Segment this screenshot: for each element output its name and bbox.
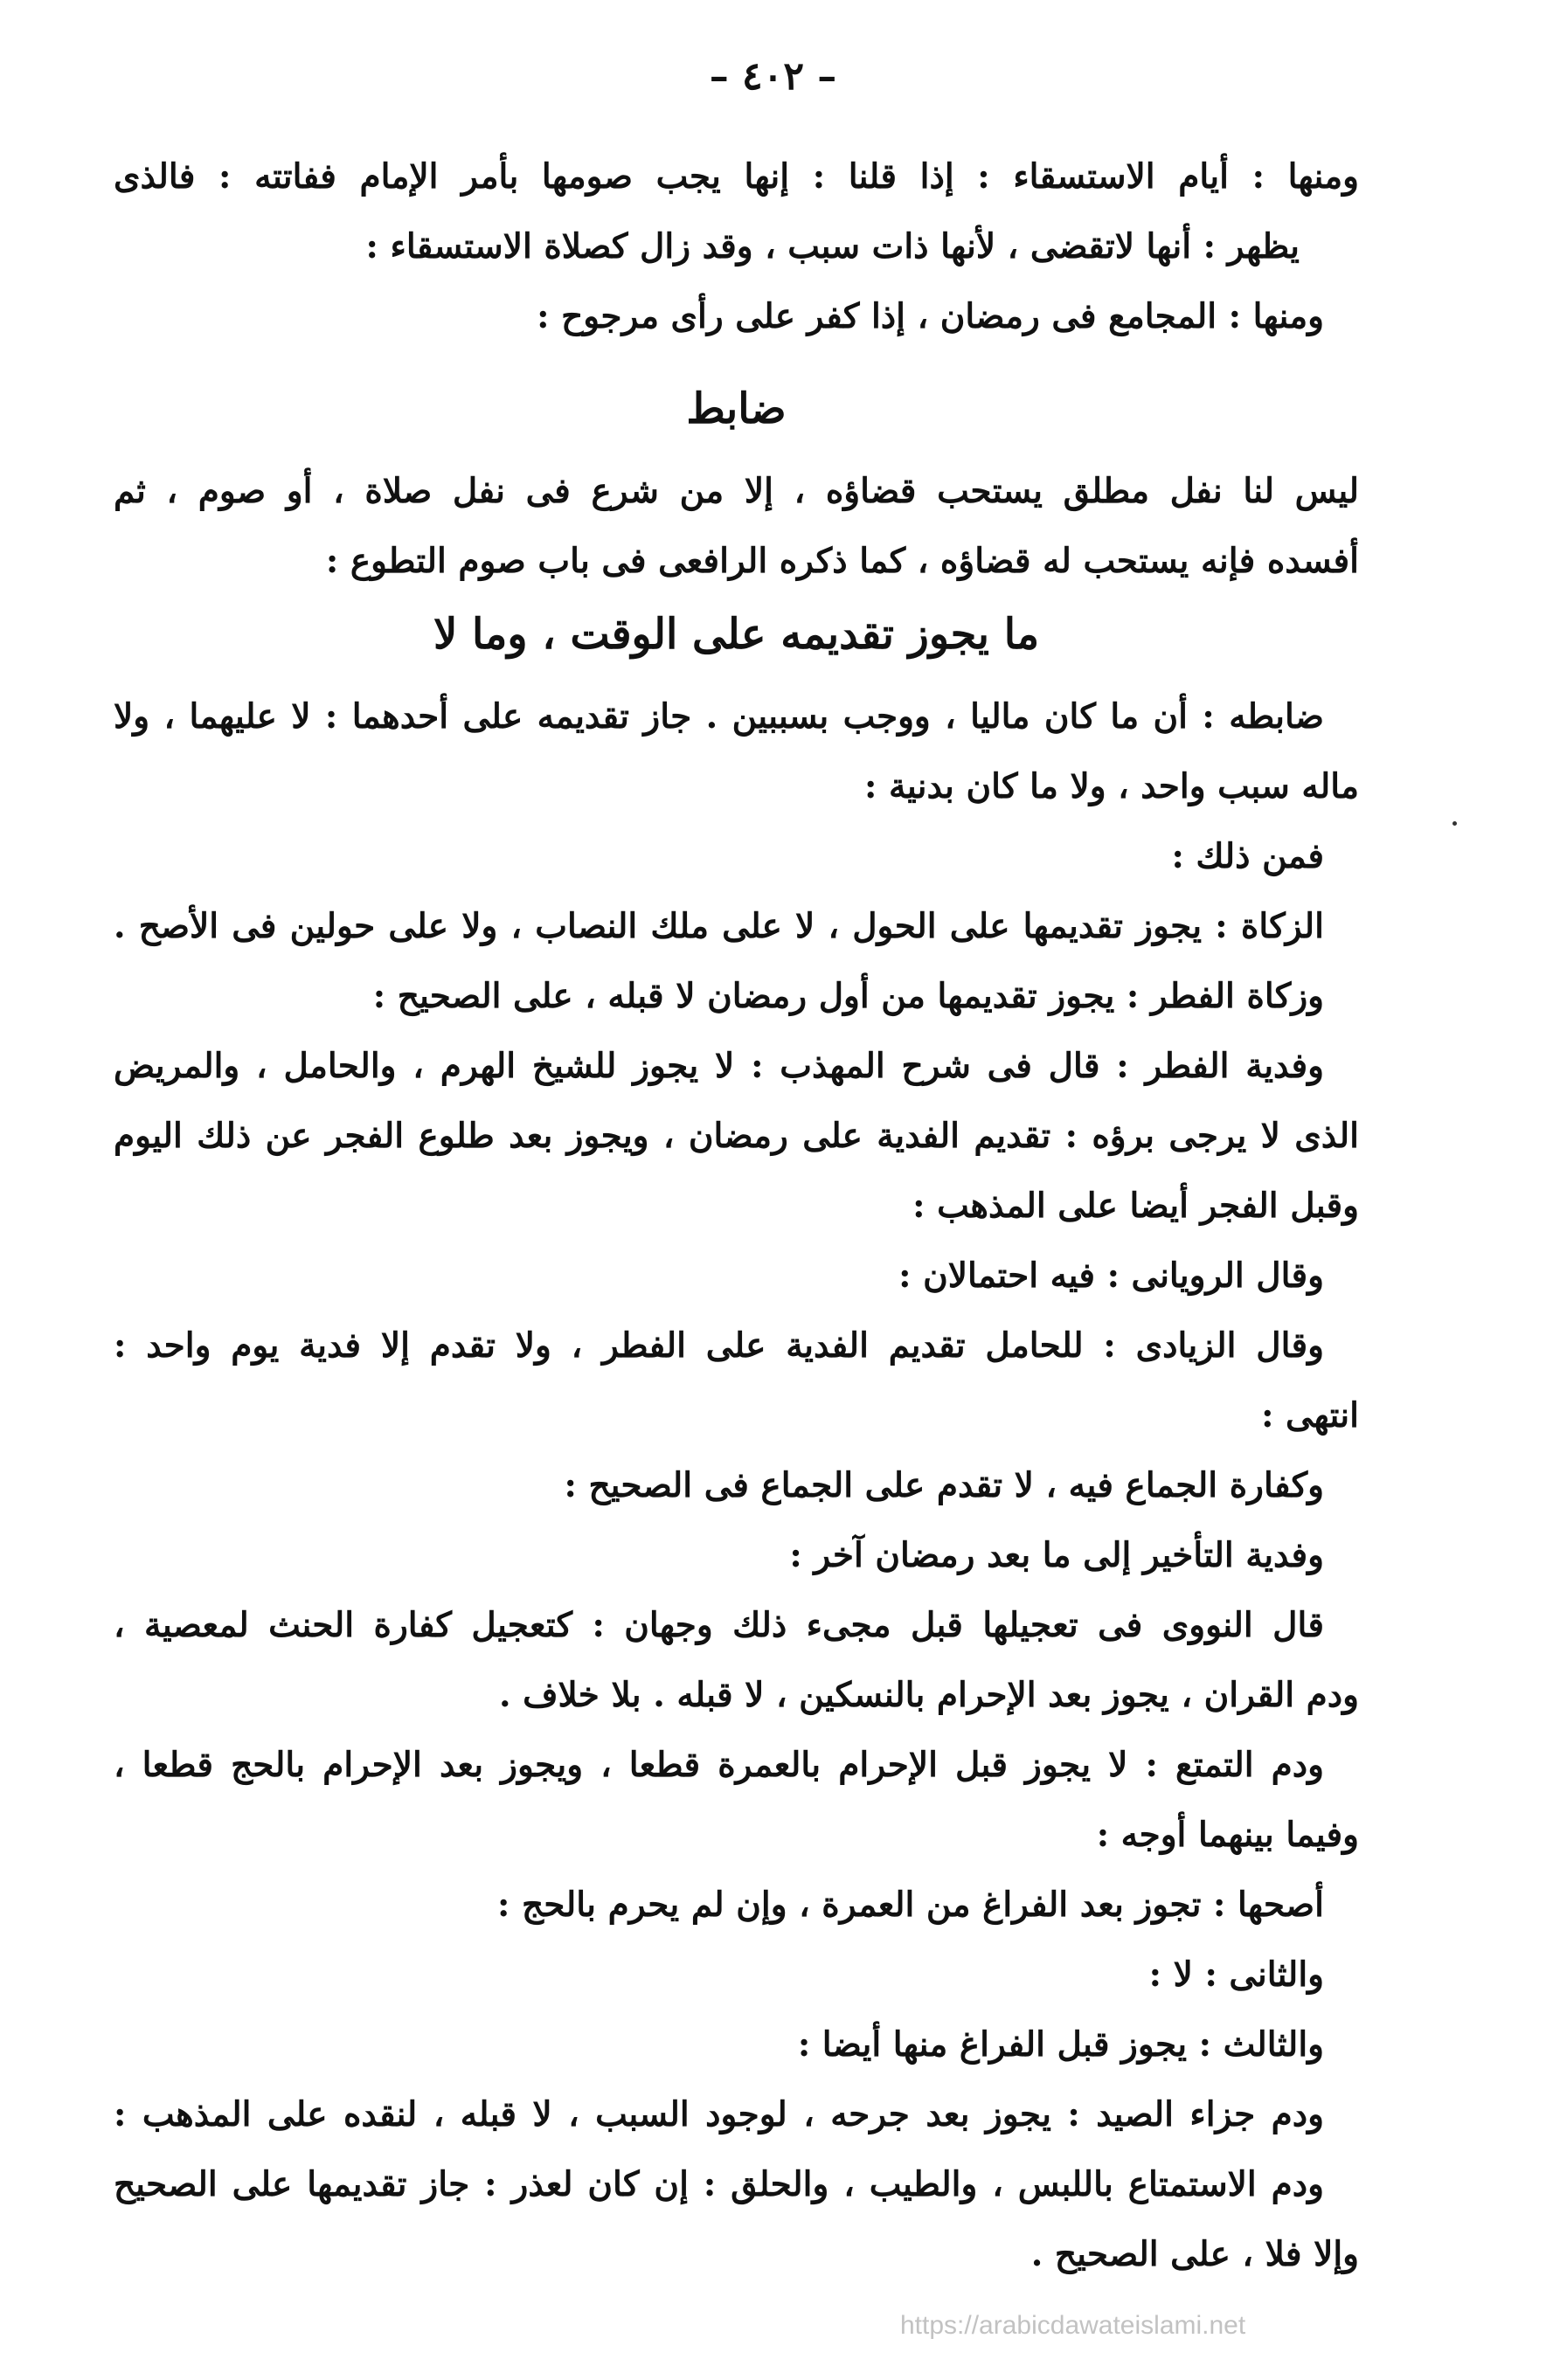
text-line: وإلا فلا ، على الصحيح . [1030,2234,1359,2274]
text-line: وزكاة الفطر : يجوز تقديمها من أول رمضان لا قبله ، على الصحيح : [372,976,1324,1016]
text-line: والثانى : لا : [1148,1955,1324,1995]
text-line: فمن ذلك : [1171,836,1324,876]
text-line: الذى لا يرجى برؤه : تقديم الفدية على رمضان ، ويجوز بعد طلوع الفجر عن ذلك اليوم [114,1116,1359,1156]
text-line: وقال الزيادى : للحامل تقديم الفدية على الفطر ، ولا تقدم إلا فدية يوم واحد : [114,1325,1324,1366]
text-line: وقال الرويانى : فيه احتمالان : [898,1256,1324,1296]
text-line: وفدية الفطر : قال فى شرح المهذب : لا يجوز للشيخ الهرم ، والحامل ، والمريض [114,1046,1324,1086]
watermark-url: https://arabicdawateislami.net [900,2311,1246,2340]
text-line: ليس لنا نفل مطلق يستحب قضاؤه ، إلا من شرع فى نفل صلاة ، أو صوم ، ثم [114,471,1359,511]
paragraph-taqdim-body [114,681,1359,2289]
paragraph-istisqa [114,142,1359,351]
text-line: أصحها : تجوز بعد الفراغ من العمرة ، وإن لم يحرم بالحج : [497,1885,1324,1925]
section-heading-dabit [114,371,1359,446]
text-line: ومنها : أيام الاستسقاء : إذا قلنا : إنها يجب صومها بأمر الإمام ففاتته : فالذى [114,156,1359,197]
text-line: ودم جزاء الصيد : يجوز بعد جرحه ، لوجود السبب ، لا قبله ، لنقده على المذهب : [114,2094,1324,2134]
page-number: – ٤٠٢ – [709,54,837,99]
text-line: ودم الاستمتاع باللبس ، والطيب ، والحلق : إن كان لعذر : جاز تقديمها على الصحيح [114,2164,1324,2204]
section-heading: ما يجوز تقديمه على الوقت ، وما لا [433,610,1040,659]
text-line: الزكاة : يجوز تقديمها على الحول ، لا على ملك النصاب ، ولا على حولين فى الأصح . [114,906,1324,946]
text-line: يظهر : أنها لاتقضى ، لأنها ذات سبب ، وقد زال كصلاة الاستسقاء : [365,226,1300,266]
paragraph-nafl [114,456,1359,596]
text-line: وكفارة الجماع فيه ، لا تقدم على الجماع فى الصحيح : [564,1465,1324,1505]
text-line: قال النووى فى تعجيلها قبل مجىء ذلك وجهان : كتعجيل كفارة الحنث لمعصية ، [114,1605,1324,1645]
text-line: ضابطه : أن ما كان ماليا ، ووجب بسببين . جاز تقديمه على أحدهما : لا عليهما ، ولا [114,696,1324,737]
text-line: وقبل الفجر أيضا على المذهب : [912,1186,1359,1226]
text-line: أفسده فإنه يستحب له قضاؤه ، كما ذكره الرافعى فى باب صوم التطوع : [325,541,1359,581]
text-line: ودم التمتع : لا يجوز قبل الإحرام بالعمرة قطعا ، ويجوز بعد الإحرام بالحج قطعا ، [114,1745,1324,1785]
section-heading-taqdim [114,597,1359,672]
text-line: ودم القران ، يجوز بعد الإحرام بالنسكين ، لا قبله . بلا خلاف . [498,1675,1359,1715]
text-line: ماله سبب واحد ، ولا ما كان بدنية : [864,766,1359,806]
text-line: والثالث : يجوز قبل الفراغ منها أيضا : [797,2024,1324,2065]
scan-speck [1452,821,1457,826]
text-line: وفدية التأخير إلى ما بعد رمضان آخر : [789,1535,1324,1575]
text-line: انتهى : [1261,1395,1359,1436]
section-heading: ضابط [686,384,787,433]
text-line: وفيما بينهما أوجه : [1096,1815,1359,1855]
text-line: ومنها : المجامع فى رمضان ، إذا كفر على رأى مرجوح : [537,296,1324,336]
